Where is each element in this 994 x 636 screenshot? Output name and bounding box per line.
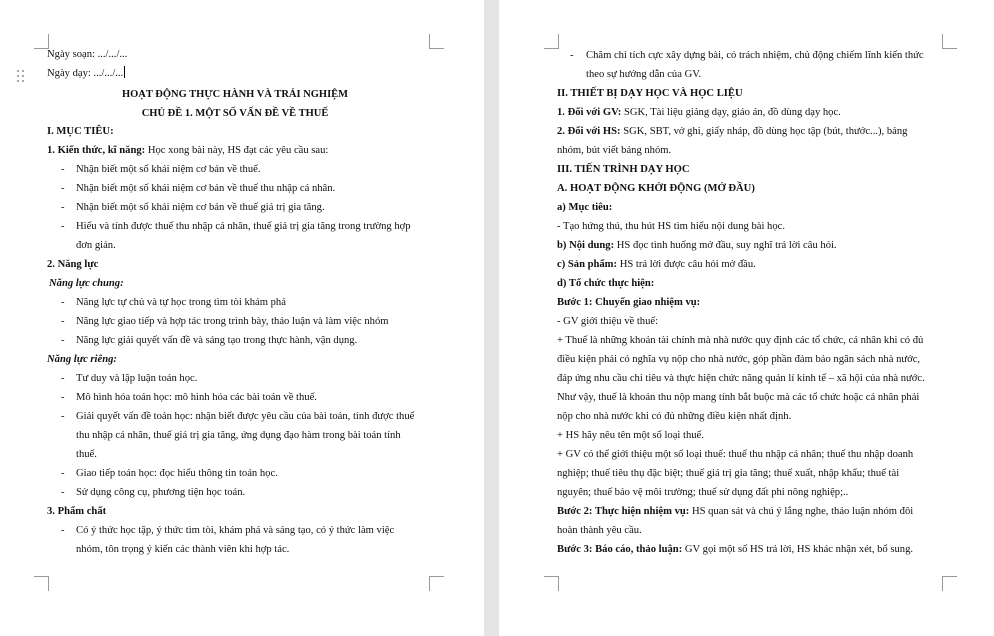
topic-title: CHỦ ĐỀ 1. MỘT SỐ VẤN ĐỀ VỀ THUẾ — [141, 108, 329, 119]
list-item: Năng lực giải quyết vấn đề và sáng tạo trong thực hành, vận dụng. — [76, 335, 358, 346]
date-teach-text: Ngày dạy: .../.../... — [47, 68, 124, 79]
product-line — [557, 255, 756, 274]
list-item: Nhận biết một số khái niệm cơ bản về thuế thu nhập cá nhân. — [76, 183, 336, 194]
activity-a-heading: A. HOẠT ĐỘNG KHỞI ĐỘNG (MỞ ĐẦU) — [557, 183, 755, 194]
crop-mark-top-left — [544, 34, 559, 49]
step1-line: nguyên; thuế bảo vệ môi trường; thuế sử dụng đất phi nông nghiệp;.. — [557, 487, 849, 498]
bullet-dash: - — [61, 487, 65, 498]
teacher-materials — [557, 103, 841, 122]
teacher-text: SGK, Tài liệu giảng dạy, giáo án, đồ dùng dạy học. — [621, 107, 841, 118]
list-item: Tư duy và lập luận toán học. — [76, 373, 198, 384]
step2-label: Bước 2: Thực hiện nhiệm vụ: — [557, 506, 690, 517]
step1-line: điều kiện phải có nghĩa vụ nộp cho nhà nước, góp phần đảm bảo ngân sách nhà nước, — [557, 354, 921, 365]
specific-competence-label: Năng lực riêng: — [47, 354, 117, 365]
step3-label: Bước 3: Báo cáo, thảo luận: — [557, 544, 683, 555]
goal-text: - Tạo hứng thú, thu hút HS tìm hiểu nội dung bài học. — [557, 221, 785, 232]
list-item: Chăm chỉ tích cực xây dựng bài, có trách nhiệm, chủ động chiếm lĩnh kiến thức — [586, 50, 924, 61]
step1-line: - GV giới thiệu về thuế: — [557, 316, 659, 327]
student-label: 2. Đối với HS: — [557, 126, 621, 137]
step1-line: đáp ứng nhu cầu chi tiêu và thực hiện chức năng quản lí kinh tế – xã hội của nhà nước. — [557, 373, 925, 384]
crop-mark-top-right — [942, 34, 957, 49]
step1-line: Như vậy, thuế là khoản thu nộp mang tính bắt buộc mà các tổ chức hoặc cá nhân phải — [557, 392, 920, 403]
step3-text: GV gọi một số HS trả lời, HS khác nhận xét, bổ sung. — [682, 544, 914, 555]
goal-label: a) Mục tiêu: — [557, 202, 613, 213]
document-page-left[interactable] — [0, 0, 484, 636]
bullet-dash: - — [61, 183, 65, 194]
quality-heading: 3. Phẩm chất — [47, 506, 107, 517]
step2-line — [557, 502, 913, 521]
list-item: Giải quyết vấn đề toán học: nhận biết được yêu cầu của bài toán, tính được thuế — [76, 411, 415, 422]
bullet-dash: - — [61, 316, 65, 327]
list-item-continued: nhóm, tôn trọng ý kiến các thành viên khi hợp tác. — [76, 544, 290, 555]
step3-line — [557, 540, 913, 559]
page-gap — [484, 0, 499, 636]
bullet-dash: - — [61, 468, 65, 479]
bullet-dash: - — [61, 525, 65, 536]
step1-line: + HS hãy nêu tên một số loại thuế. — [557, 430, 704, 441]
list-item: Mô hình hóa toán học: mô hình hóa các bài toán về thuế. — [76, 392, 317, 403]
step2-line-continued: hoàn thành yêu cầu. — [557, 525, 642, 536]
organize-label: d) Tổ chức thực hiện: — [557, 278, 655, 289]
step1-label: Bước 1: Chuyển giao nhiệm vụ: — [557, 297, 701, 308]
bullet-dash: - — [61, 373, 65, 384]
list-item-continued: đơn giản. — [76, 240, 116, 251]
section-materials: II. THIẾT BỊ DẠY HỌC VÀ HỌC LIỆU — [557, 88, 743, 99]
list-item: Giao tiếp toán học: đọc hiểu thông tin toán học. — [76, 468, 278, 479]
list-item: Nhận biết một số khái niệm cơ bản về thuế giá trị gia tăng. — [76, 202, 325, 213]
list-item-continued: theo sự hướng dẫn của GV. — [586, 69, 702, 80]
step1-line: + Thuế là những khoản tài chính mà nhà nước quy định các tổ chức, cá nhân khi có đủ — [557, 335, 924, 346]
text-cursor — [124, 66, 125, 78]
list-item: Nhận biết một số khái niệm cơ bản về thuế. — [76, 164, 261, 175]
list-item: Hiểu và tính được thuế thu nhập cá nhân, thuế giá trị gia tăng trong trường hợp — [76, 221, 411, 232]
general-competence-label: Năng lực chung: — [49, 278, 124, 289]
product-label: c) Sản phẩm: — [557, 259, 618, 270]
student-materials-continued: nhóm, bút viết bảng nhóm. — [557, 145, 672, 156]
drag-handle-icon[interactable] — [17, 70, 25, 84]
knowledge-label: 1. Kiến thức, kĩ năng: — [47, 145, 146, 156]
document-title: HOẠT ĐỘNG THỰC HÀNH VÀ TRẢI NGHIỆM — [121, 89, 349, 100]
bullet-dash: - — [61, 202, 65, 213]
date-compose: Ngày soạn: .../.../... — [47, 49, 128, 60]
list-item-continued: thu nhập cá nhân, thuế giá trị gia tăng, ứng dụng đạo hàm trong bài toán tính — [76, 430, 401, 441]
step1-line: nghiệp; thuế tiêu thụ đặc biệt; thuế giá trị gia tăng; thuế xuất, nhập khẩu; thuế tài — [557, 468, 900, 479]
list-item: Năng lực tự chủ và tự học trong tìm tòi khám phá — [76, 297, 286, 308]
section-objectives: I. MỤC TIÊU: — [47, 126, 114, 137]
student-text: SGK, SBT, vở ghi, giấy nháp, đồ dùng học tập (bút, thước...), bảng — [620, 126, 908, 137]
step1-line: nộp cho nhà nước khi có đủ những điều kiện nhất định. — [557, 411, 792, 422]
step2-text: HS quan sát và chú ý lắng nghe, thảo luận nhóm đôi — [689, 506, 914, 517]
section-process: III. TIẾN TRÌNH DẠY HỌC — [557, 164, 690, 175]
product-text: HS trả lời được câu hỏi mở đầu. — [617, 259, 756, 270]
document-page-right[interactable] — [499, 0, 994, 636]
bullet-dash: - — [61, 411, 65, 422]
list-item: Sử dụng công cụ, phương tiện học toán. — [76, 487, 246, 498]
bullet-dash: - — [61, 221, 65, 232]
content-label: b) Nội dung: — [557, 240, 615, 251]
crop-mark-bottom-left — [34, 576, 49, 591]
crop-mark-bottom-right — [942, 576, 957, 591]
knowledge-heading — [47, 141, 328, 160]
step1-line: + GV có thể giới thiệu một số loại thuế: thuế thu nhập cá nhân; thuế thu nhập doanh — [557, 449, 914, 460]
date-teach[interactable] — [47, 64, 125, 83]
crop-mark-bottom-right — [429, 576, 444, 591]
content-text: HS đọc tình huống mở đầu, suy nghĩ trả lời câu hỏi. — [614, 240, 837, 251]
list-item: Năng lực giao tiếp và hợp tác trong trình bày, thảo luận và làm việc nhóm — [76, 316, 389, 327]
bullet-dash: - — [570, 50, 574, 61]
bullet-dash: - — [61, 392, 65, 403]
list-item-continued: thuế. — [76, 449, 97, 460]
crop-mark-bottom-left — [544, 576, 559, 591]
competence-heading: 2. Năng lực — [47, 259, 99, 270]
bullet-dash: - — [61, 297, 65, 308]
content-line — [557, 236, 837, 255]
crop-mark-top-right — [429, 34, 444, 49]
knowledge-text: Học xong bài này, HS đạt các yêu cầu sau: — [145, 145, 329, 156]
bullet-dash: - — [61, 164, 65, 175]
list-item: Có ý thức học tập, ý thức tìm tòi, khám phá và sáng tạo, có ý thức làm việc — [76, 525, 395, 536]
teacher-label: 1. Đối với GV: — [557, 107, 622, 118]
student-materials — [557, 122, 907, 141]
bullet-dash: - — [61, 335, 65, 346]
